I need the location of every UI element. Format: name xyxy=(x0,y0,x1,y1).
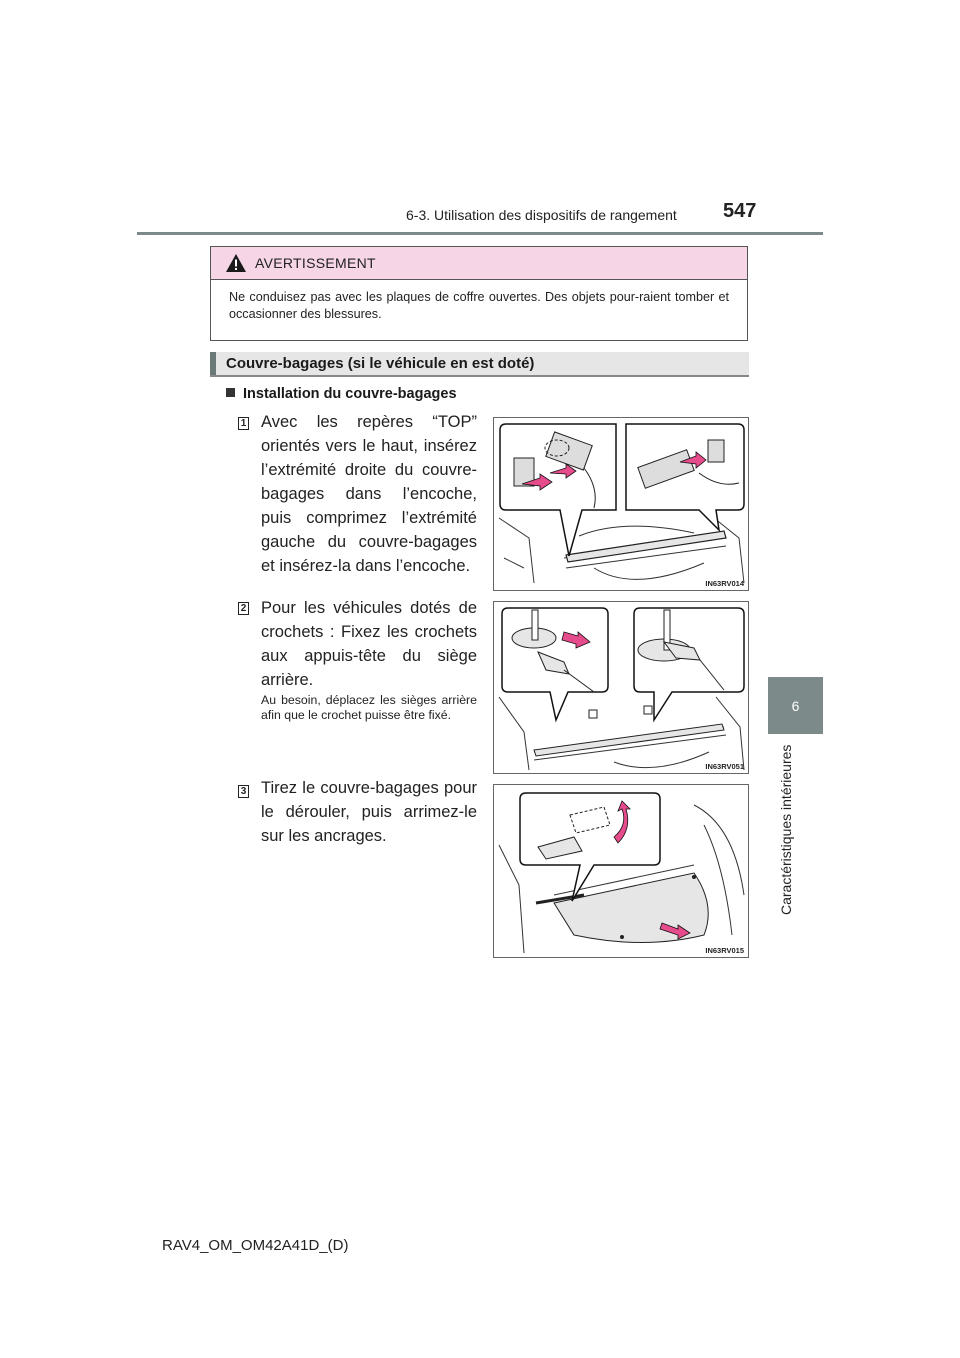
step-number-1: 1 xyxy=(238,417,249,430)
step-note-2: Au besoin, déplacez les sièges arrière afin que le crochet puisse être fixé. xyxy=(261,693,477,722)
warning-text: Ne conduisez pas avec les plaques de coffre ouvertes. Des objets pour-raient tomber et occasionner des blessures. xyxy=(229,290,729,321)
figure-code-1: IN63RV014 xyxy=(705,579,744,588)
step-text-3: Tirez le couvre-bagages pour le dérouler, puis arrimez-le sur les ancrages. xyxy=(261,779,477,845)
header-rule xyxy=(137,232,823,235)
warning-title: AVERTISSEMENT xyxy=(255,255,376,271)
square-bullet-icon xyxy=(226,388,235,397)
chapter-tab[interactable]: 6 xyxy=(768,677,823,734)
section-bar xyxy=(210,352,749,377)
figure-step-2 xyxy=(493,601,749,774)
warning-triangle-icon xyxy=(225,253,247,273)
subheading xyxy=(226,386,457,402)
illustration-cargo-cover-install xyxy=(494,418,748,590)
document-id: RAV4_OM_OM42A41D_(D) xyxy=(162,1237,349,1254)
section-title: Couvre-bagages (si le véhicule en est doté) xyxy=(226,355,535,372)
step-number-2: 2 xyxy=(238,602,249,615)
figure-step-3 xyxy=(493,784,749,958)
figure-code-2: IN63RV051 xyxy=(705,762,744,771)
illustration-cargo-cover-extend xyxy=(494,785,748,957)
step-text-1: Avec les repères “TOP” orientés vers le haut, insérez l’extrémité droite du couvre-bagages dans l’encoche, puis comprimez l’extrémité gauche du couvre-bagages et insérez-la dans l’encoche. xyxy=(261,413,477,575)
step-number-3: 3 xyxy=(238,785,249,798)
warning-header xyxy=(211,247,747,280)
subheading-text: Installation du couvre-bagages xyxy=(243,386,457,402)
figure-code-3: IN63RV015 xyxy=(705,946,744,955)
header-section-title: 6-3. Utilisation des dispositifs de rangement xyxy=(406,207,677,223)
illustration-hook-headrest xyxy=(494,602,748,773)
step-text-2: Pour les véhicules dotés de crochets : Fixez les crochets aux appuis-tête du siège arrière. xyxy=(261,599,477,689)
page-number: 547 xyxy=(723,200,757,222)
chapter-label: Caractéristiques intérieures xyxy=(778,745,794,916)
warning-box xyxy=(210,246,748,341)
figure-step-1 xyxy=(493,417,749,591)
